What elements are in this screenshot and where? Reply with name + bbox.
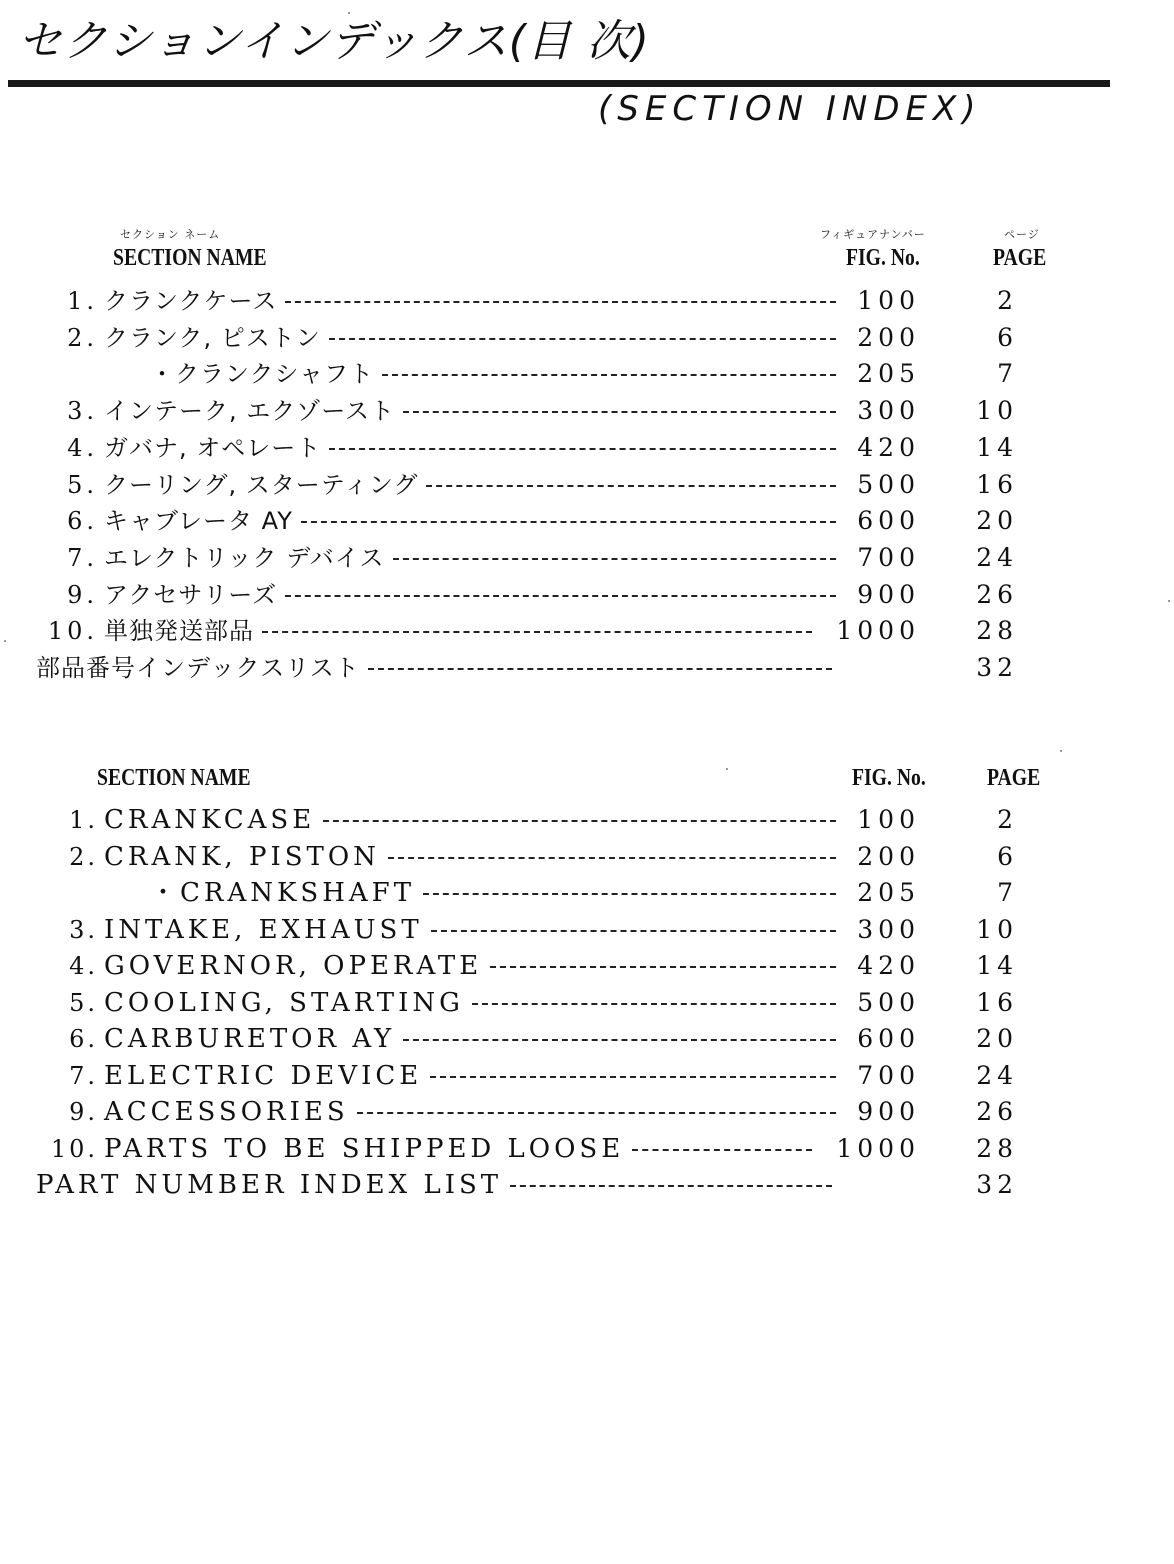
section-name: COOLING, STARTING <box>104 987 464 1018</box>
page-number: 2 <box>997 286 1018 315</box>
row-number: 2. <box>67 323 98 352</box>
fig-number: 700 <box>857 542 920 572</box>
page-number: 10 <box>976 914 1018 944</box>
dotted-leader <box>472 1003 836 1005</box>
row-number: 3. <box>69 915 98 944</box>
section-name: クランク, ピストン <box>104 323 321 352</box>
page-number: 7 <box>997 359 1018 389</box>
dotted-leader <box>426 485 836 487</box>
header-section-name-jp: SECTION NAME <box>113 245 267 271</box>
fig-number: 900 <box>857 1097 920 1126</box>
ruby-section-name: セクション ネーム <box>120 228 221 241</box>
section-name: ELECTRIC DEVICE <box>104 1060 423 1091</box>
section-name: ・クランクシャフト <box>150 360 375 389</box>
fig-number: 500 <box>857 987 920 1017</box>
index-row <box>0 1131 1174 1167</box>
page-title-english: (SECTION INDEX) <box>598 89 982 129</box>
index-row <box>0 948 1174 984</box>
index-row <box>0 839 1174 875</box>
index-row <box>0 985 1174 1021</box>
dotted-leader <box>301 521 836 523</box>
dotted-leader <box>490 966 836 968</box>
row-number: 10. <box>47 617 98 646</box>
fig-number: 100 <box>857 805 920 834</box>
index-row <box>0 1021 1174 1057</box>
ruby-fig-no: フィギュアナンバー <box>820 228 926 241</box>
scan-speck <box>1060 750 1062 752</box>
fig-number: 900 <box>857 579 920 609</box>
scan-speck <box>1168 600 1170 602</box>
index-row <box>0 320 1174 356</box>
fig-number: 1000 <box>836 1133 920 1163</box>
dotted-leader <box>393 558 836 560</box>
section-name: PART NUMBER INDEX LIST <box>36 1170 503 1200</box>
fig-number: 300 <box>857 396 920 426</box>
dotted-leader <box>403 1039 836 1041</box>
page-number: 6 <box>997 841 1018 871</box>
row-number: 1. <box>69 806 98 834</box>
page-number: 28 <box>976 616 1018 646</box>
row-number: 4. <box>67 433 98 462</box>
dotted-leader <box>357 1112 836 1114</box>
page-number: 20 <box>976 506 1018 536</box>
dotted-leader <box>285 595 836 597</box>
index-row <box>0 430 1174 466</box>
row-number: 5. <box>67 470 98 499</box>
page-number: 10 <box>976 396 1018 426</box>
page-number: 28 <box>976 1133 1018 1163</box>
page-number: 24 <box>976 1060 1018 1090</box>
section-name: GOVERNOR, OPERATE <box>104 951 483 981</box>
index-row <box>0 356 1174 392</box>
dotted-leader <box>285 301 836 303</box>
section-name: ・CRANKSHAFT <box>150 878 416 908</box>
section-name: CRANKCASE <box>104 805 316 835</box>
index-row <box>0 613 1174 649</box>
scan-speck <box>726 768 728 770</box>
fig-number: 600 <box>857 1024 920 1053</box>
row-number: 6. <box>69 1025 98 1053</box>
index-row <box>0 912 1174 948</box>
page-number: 20 <box>976 1024 1018 1053</box>
dotted-leader <box>403 411 836 413</box>
section-name: ACCESSORIES <box>104 1097 349 1127</box>
index-row <box>0 1058 1174 1094</box>
row-number: 2. <box>69 842 98 871</box>
page-number: 6 <box>997 322 1018 352</box>
index-row <box>0 283 1174 319</box>
index-row <box>0 650 1174 686</box>
section-name: ガバナ, オペレート <box>104 433 322 462</box>
page-number: 16 <box>976 987 1018 1017</box>
page-title-japanese: セクションインデックス(目 次) <box>18 16 650 67</box>
fig-number: 1000 <box>836 616 920 646</box>
page-number: 24 <box>976 542 1018 572</box>
section-name: キャブレータ AY <box>104 507 293 536</box>
page-number: 2 <box>997 805 1018 834</box>
section-name: CRANK, PISTON <box>104 841 380 872</box>
index-row <box>0 875 1174 911</box>
index-row <box>0 503 1174 539</box>
dotted-leader <box>510 1185 832 1187</box>
section-name: INTAKE, EXHAUST <box>104 914 423 945</box>
fig-number: 500 <box>857 469 920 499</box>
section-name: インテーク, エクゾースト <box>104 397 396 426</box>
index-row <box>0 540 1174 576</box>
header-page-en: PAGE <box>987 765 1041 791</box>
dotted-leader <box>423 893 836 895</box>
index-row <box>0 577 1174 613</box>
page-number: 32 <box>976 1170 1018 1199</box>
dotted-leader <box>329 338 836 340</box>
section-name: クランクケース <box>104 287 278 315</box>
section-name: 単独発送部品 <box>104 617 254 646</box>
section-name: アクセサリーズ <box>104 580 278 609</box>
header-page-jp: PAGE <box>993 245 1047 271</box>
dotted-leader <box>262 631 812 633</box>
row-number: 7. <box>69 1061 98 1090</box>
fig-number: 420 <box>857 951 920 980</box>
page-number: 14 <box>976 432 1018 462</box>
header-fig-no-en: FIG. No. <box>852 765 926 791</box>
dotted-leader <box>368 668 832 670</box>
page-number: 32 <box>976 653 1018 682</box>
fig-number: 420 <box>857 432 920 462</box>
dotted-leader <box>329 448 836 450</box>
title-underline <box>8 80 1110 87</box>
fig-number: 700 <box>857 1060 920 1090</box>
row-number: 9. <box>69 1098 98 1126</box>
page-number: 16 <box>976 469 1018 499</box>
scan-speck <box>4 640 6 642</box>
fig-number: 200 <box>857 841 920 871</box>
dotted-leader <box>431 930 836 932</box>
header-fig-no-jp: FIG. No. <box>846 245 920 271</box>
row-number: 3. <box>67 397 98 426</box>
header-section-name-en: SECTION NAME <box>97 765 251 791</box>
index-row <box>0 467 1174 503</box>
dotted-leader <box>382 374 836 376</box>
page-number: 14 <box>976 951 1018 980</box>
dotted-leader <box>323 820 836 822</box>
row-number: 6. <box>67 507 98 536</box>
dotted-leader <box>632 1149 812 1151</box>
row-number: 1. <box>67 287 98 315</box>
row-number: 4. <box>69 952 98 980</box>
fig-number: 600 <box>857 506 920 536</box>
ruby-page: ページ <box>1004 228 1040 241</box>
section-name: クーリング, スターティング <box>104 470 419 499</box>
fig-number: 200 <box>857 322 920 352</box>
fig-number: 300 <box>857 914 920 944</box>
dotted-leader <box>430 1076 836 1078</box>
row-number: 9. <box>67 580 98 609</box>
fig-number: 205 <box>857 359 920 389</box>
index-row <box>0 802 1174 838</box>
page-number: 26 <box>976 1097 1018 1126</box>
scan-speck <box>348 12 350 14</box>
fig-number: 205 <box>857 878 920 907</box>
dotted-leader <box>388 857 836 859</box>
row-number: 10. <box>50 1134 98 1163</box>
section-name: PARTS TO BE SHIPPED LOOSE <box>104 1133 625 1164</box>
section-name: CARBURETOR AY <box>104 1024 396 1054</box>
section-name: 部品番号インデックスリスト <box>36 654 360 682</box>
index-row <box>0 393 1174 429</box>
fig-number: 100 <box>857 286 920 315</box>
section-name: エレクトリック デバイス <box>104 543 385 572</box>
row-number: 5. <box>69 988 98 1017</box>
page-number: 7 <box>997 878 1018 907</box>
row-number: 7. <box>67 543 98 572</box>
page-number: 26 <box>976 579 1018 609</box>
index-row <box>0 1167 1174 1203</box>
index-row <box>0 1094 1174 1130</box>
